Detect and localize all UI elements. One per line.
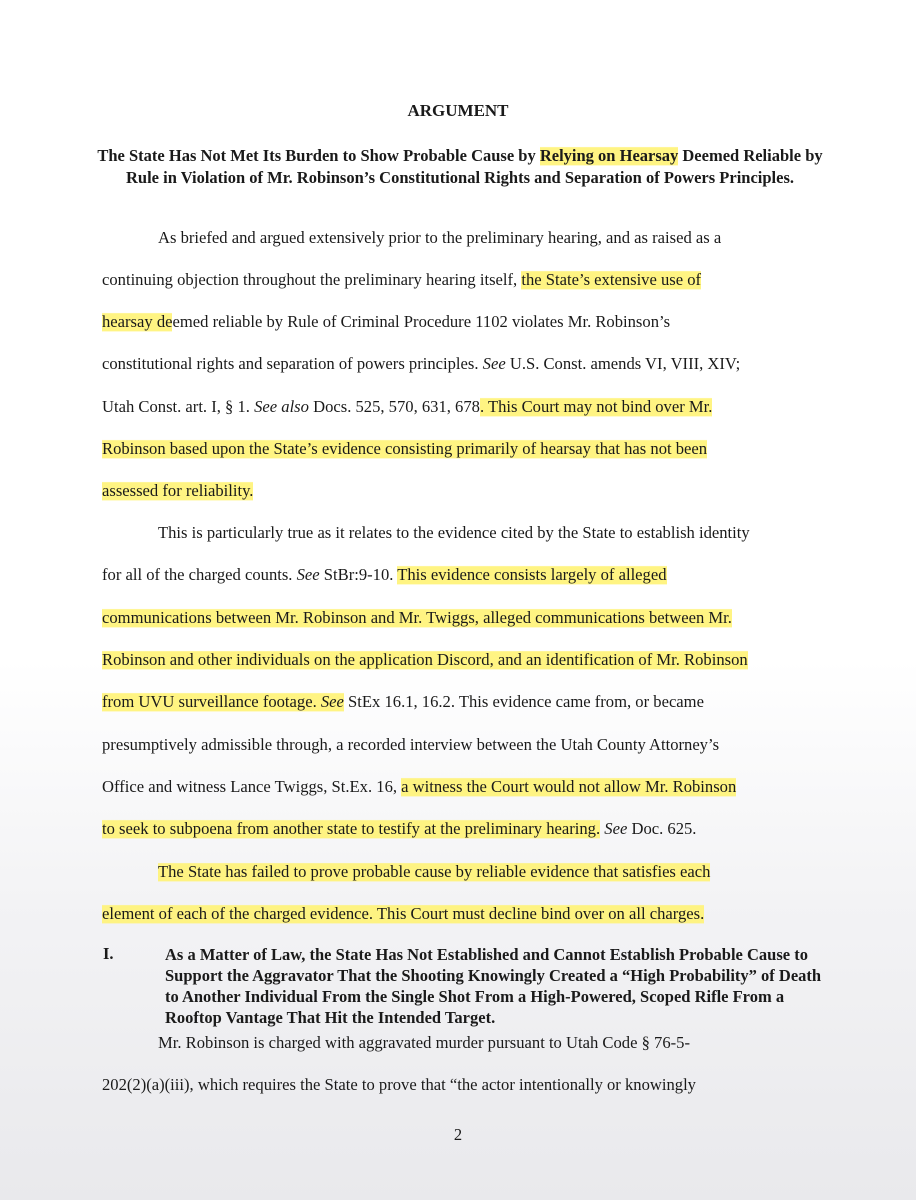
p2-l5-highlight: from UVU surveillance footage. [102,692,321,711]
p4-line-2: 202(2)(a)(iii), which requires the State to prove that “the actor intentionally or knowingly [102,1075,696,1094]
p1-line-3 [102,311,670,333]
p1-l5-text: Utah Const. art. I, § 1. [102,397,255,416]
p2-l4-highlight: Robinson and other individuals on the application Discord, and an identification of Mr. Robinson [102,650,748,669]
argument-subheading [95,145,825,189]
p1-l6-highlight: Robinson based upon the State’s evidence consisting primarily of hearsay that has not been [102,439,708,458]
subheading-highlight: Relying on Hearsay [539,146,679,165]
section-title: As a Matter of Law, the State Has Not Established and Cannot Establish Probable Cause to Support the Aggravator That the Shooting Knowingly Created a “High Probability” of Death to Another Individual From the Single Shot From a High-Powered, Scoped Rifle From a Rooftop Vantage That Hit the Intended Target. [165,945,822,1027]
p2-line-1: This is particularly true as it relates to the evidence cited by the State to establish identity [158,523,750,542]
p2-line-2 [102,564,667,586]
p2-l5-cite: StEx 16.1, 16.2. This evidence came from, or became [343,692,704,711]
subheading-text-1: The State Has Not Met Its Burden to Show Probable Cause by [97,146,540,165]
argument-heading: ARGUMENT [407,101,509,120]
p2-l2-text: for all of the charged counts. [102,565,297,584]
page-number: 2 [453,1125,463,1144]
p1-line-5 [102,396,712,418]
p1-l4-cite: U.S. Const. amends VI, VIII, XIV; [505,354,741,373]
p1-line-6 [102,438,707,460]
p2-l8-highlight: to seek to subpoena from another state to testify at the preliminary hearing. [102,819,601,838]
p2-line-5 [102,691,704,713]
p3-line-2 [102,903,704,925]
p3-line-1 [158,861,710,883]
p3-l2-highlight: element of each of the charged evidence. [102,904,374,923]
p2-l7-text: Office and witness Lance Twiggs, St.Ex. 16, [102,777,402,796]
p3-l2-highlight-2: This Court must decline bind over on all charges. [373,904,705,923]
p3-l1-highlight: The State has failed to prove probable cause by reliable evidence that satisfies each [158,862,711,881]
p1-line-1: As briefed and argued extensively prior to the preliminary hearing, and as raised as a [158,228,722,247]
p1-l7-highlight: assessed for reliability. [102,481,254,500]
p2-l7-highlight: a witness the Court would not allow Mr. Robinson [401,777,737,796]
p2-line-6: presumptively admissible through, a recorded interview between the Utah County Attorney’s [102,735,720,754]
p1-l5-highlight: . This Court may not bind over Mr. [479,397,713,416]
p2-line-8 [102,818,696,840]
p1-l4-signal: See [482,354,506,373]
p1-l2-text: continuing objection throughout the preliminary hearing itself, [102,270,522,289]
section-number: I. [103,944,114,963]
p2-l3-highlight: communications between Mr. Robinson and Mr. Twiggs, alleged communications between Mr. [102,608,732,627]
p1-line-7 [102,480,253,502]
p2-l8-signal: See [604,819,628,838]
p4-line-1: Mr. Robinson is charged with aggravated murder pursuant to Utah Code § 76-5- [158,1033,690,1052]
p2-line-3 [102,607,732,629]
p1-l4-text: constitutional rights and separation of powers principles. [102,354,483,373]
p1-l3-text: emed reliable by Rule of Criminal Procedure 1102 violates Mr. Robinson’s [172,312,671,331]
p1-line-2 [102,269,701,291]
p1-l5-signal: See also [254,397,309,416]
p1-l3-highlight: hearsay de [102,312,173,331]
p1-l2-highlight: the State’s extensive use of [521,270,702,289]
p2-line-7 [102,776,736,798]
p1-l5-cite: Docs. 525, 570, 631, 678 [308,397,480,416]
p2-l2-highlight: This evidence consists largely of alleged [397,565,667,584]
subheading-text-2: Deemed Reliable by Rule in Violation of Mr. Robinson’s Constitutional Rights and Separation of Powers Principles. [125,146,823,187]
p2-line-4 [102,649,748,671]
p2-l2-signal: See [296,565,320,584]
p2-l5-signal: See [320,692,344,711]
p2-l2-cite: StBr:9-10. [319,565,398,584]
p1-line-4 [102,353,740,375]
p2-l8-cite: Doc. 625. [627,819,697,838]
